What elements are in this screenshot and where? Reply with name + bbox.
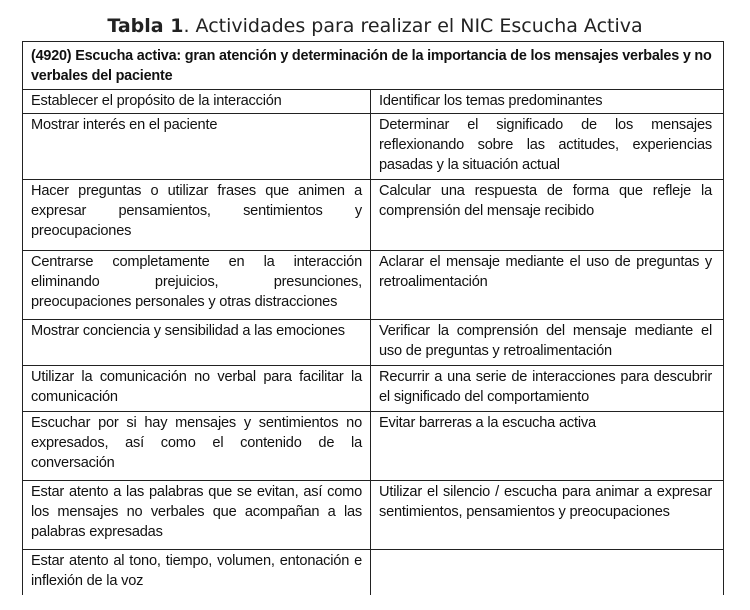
table-cell: Determinar el significado de los mensajes reflexionando sobre las actitudes, experiencias pasadas y la situación actual: [379, 117, 712, 173]
table-cell: Centrarse completamente en la interacción eliminando prejuicios, presunciones, preocupaciones personales y otras distracciones: [23, 251, 371, 319]
table-cell: Mostrar interés en el paciente: [23, 114, 371, 179]
table-cell: Verificar la comprensión del mensaje mediante el uso de preguntas y retroalimentación: [379, 323, 712, 359]
table-row: [23, 90, 723, 114]
table-cell: Utilizar el silencio / escucha para animar a expresar sentimientos, pensamientos y preocupaciones: [379, 484, 712, 520]
table-caption-label: Tabla 1: [107, 15, 184, 37]
table-caption-text: . Actividades para realizar el NIC Escucha Activa: [183, 15, 643, 37]
table-row: [23, 114, 723, 180]
table-cell-empty: [371, 550, 720, 595]
table-cell: Estar atento a las palabras que se evitan, así como los mensajes no verbales que acompañan a las palabras expresadas: [23, 481, 371, 549]
table-cell: Aclarar el mensaje mediante el uso de preguntas y retroalimentación: [379, 254, 712, 290]
table-row: [23, 481, 723, 550]
table-cell: Utilizar la comunicación no verbal para facilitar la comunicación: [23, 366, 371, 411]
table-cell: Estar atento al tono, tiempo, volumen, entonación e inflexión de la voz: [23, 550, 371, 595]
table-cell: Recurrir a una serie de interacciones para descubrir el significado del comportamiento: [379, 369, 712, 405]
table-row: [23, 320, 723, 366]
table-cell: Calcular una respuesta de forma que refleje la comprensión del mensaje recibido: [379, 183, 712, 219]
table-cell: Evitar barreras a la escucha activa: [379, 415, 596, 431]
table-cell: Identificar los temas predominantes: [379, 93, 603, 109]
nic-activities-table: [22, 41, 724, 595]
table-row: [23, 550, 723, 595]
table-row: [23, 366, 723, 412]
table-cell: Escuchar por si hay mensajes y sentimientos no expresados, así como el contenido de la conversación: [23, 412, 371, 480]
table-caption: [0, 14, 750, 38]
table-row: [23, 412, 723, 481]
table-header: (4920) Escucha activa: gran atención y determinación de la importancia de los mensajes verbales y no verbales del paciente: [23, 42, 723, 90]
table-cell: Establecer el propósito de la interacción: [23, 90, 371, 113]
table-cell: Hacer preguntas o utilizar frases que animen a expresar pensamientos, sentimientos y preocupaciones: [23, 180, 371, 250]
table-row: [23, 251, 723, 320]
table-cell: Mostrar conciencia y sensibilidad a las emociones: [23, 320, 371, 365]
table-row: [23, 180, 723, 251]
